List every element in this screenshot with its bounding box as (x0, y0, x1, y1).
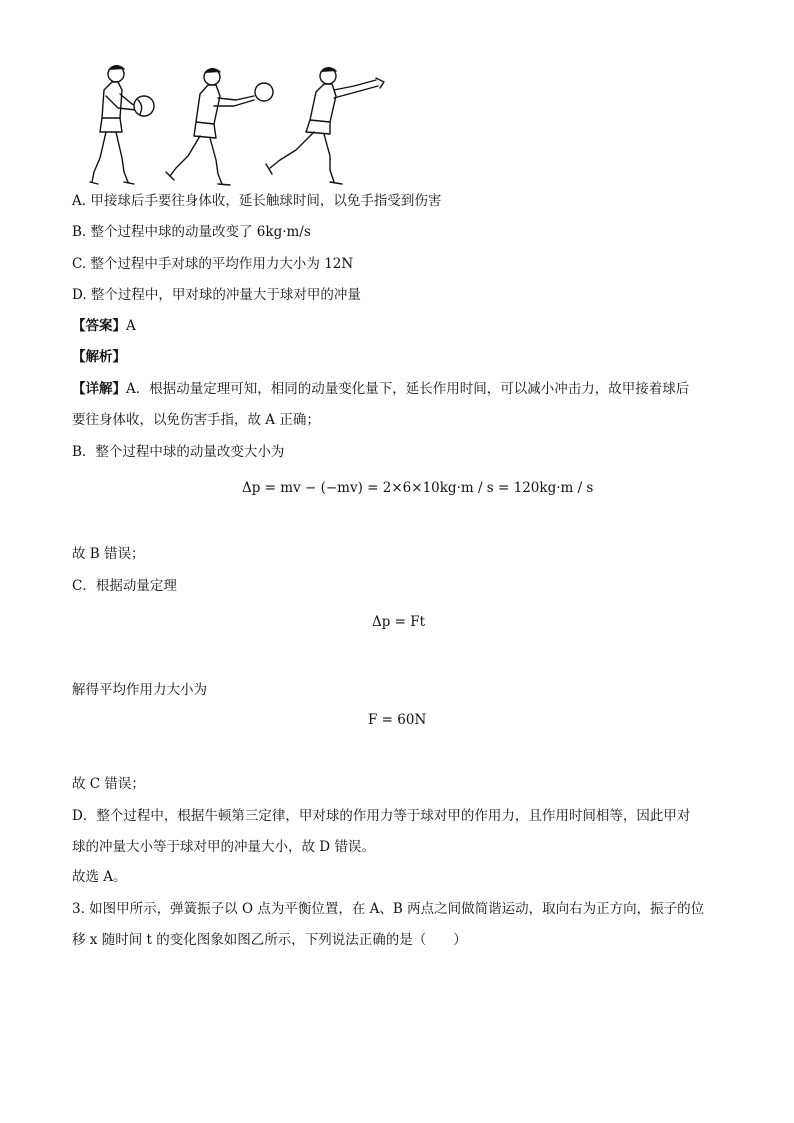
person-stage-2-icon (166, 69, 273, 185)
formula-momentum-change: Δp = mv − (−mv) = 2×6×10kg·m / s = 120kg·m / s (242, 480, 594, 496)
option-d: D. 整个过程中，甲对球的冲量大于球对甲的冲量 (72, 287, 361, 303)
detail-b-line: B．整个过程中球的动量改变大小为 (72, 444, 285, 460)
formula-force: F = 60N (368, 712, 427, 728)
detail-c-line2: 解得平均作用力大小为 (72, 682, 207, 698)
question-3-line2: 移 x 随时间 t 的变化图象如图乙所示，下列说法正确的是（ ） (72, 932, 467, 948)
person-stage-3-icon (266, 68, 384, 184)
detail-d-line1: D．整个过程中，根据牛顿第三定律，甲对球的作用力等于球对甲的作用力，且作用时间相等，因此甲对 (72, 808, 691, 824)
option-c: C. 整个过程中手对球的平均作用力大小为 12N (72, 256, 354, 272)
detail-b-conclusion: 故 B 错误； (72, 546, 145, 562)
detail-c-line: C．根据动量定理 (72, 578, 177, 594)
ball-catch-figure (78, 60, 398, 188)
analysis-label: 【解析】 (72, 349, 126, 365)
formula-impulse: Δp = Ft (372, 614, 426, 630)
detail-a-line2: 要往身体收，以免伤害手指，故 A 正确； (72, 412, 320, 428)
answer-line (72, 316, 136, 336)
option-a: A. 甲接球后手要往身体收，延长触球时间，以免手指受到伤害 (72, 193, 442, 209)
option-b: B. 整个过程中球的动量改变了 6kg·m/s (72, 224, 311, 240)
answer-value: A (126, 318, 136, 334)
detail-label: 【详解】 (72, 381, 126, 397)
detail-a-text1: A．根据动量定理可知，相同的动量变化量下，延长作用时间，可以减小冲击力，故甲接着球后 (126, 381, 690, 397)
detail-d-line2: 球的冲量大小等于球对甲的冲量大小，故 D 错误。 (72, 839, 375, 855)
final-answer: 故选 A。 (72, 869, 127, 885)
detail-a-line1 (72, 379, 689, 399)
person-stage-1-icon (90, 66, 154, 184)
detail-c-conclusion: 故 C 错误； (72, 776, 145, 792)
answer-label: 【答案】 (72, 318, 126, 334)
question-3-line1: 3. 如图甲所示，弹簧振子以 O 点为平衡位置，在 A、B 两点之间做简谐运动，取向右为正方向，振子的位 (72, 901, 705, 917)
analysis-line (72, 347, 126, 367)
